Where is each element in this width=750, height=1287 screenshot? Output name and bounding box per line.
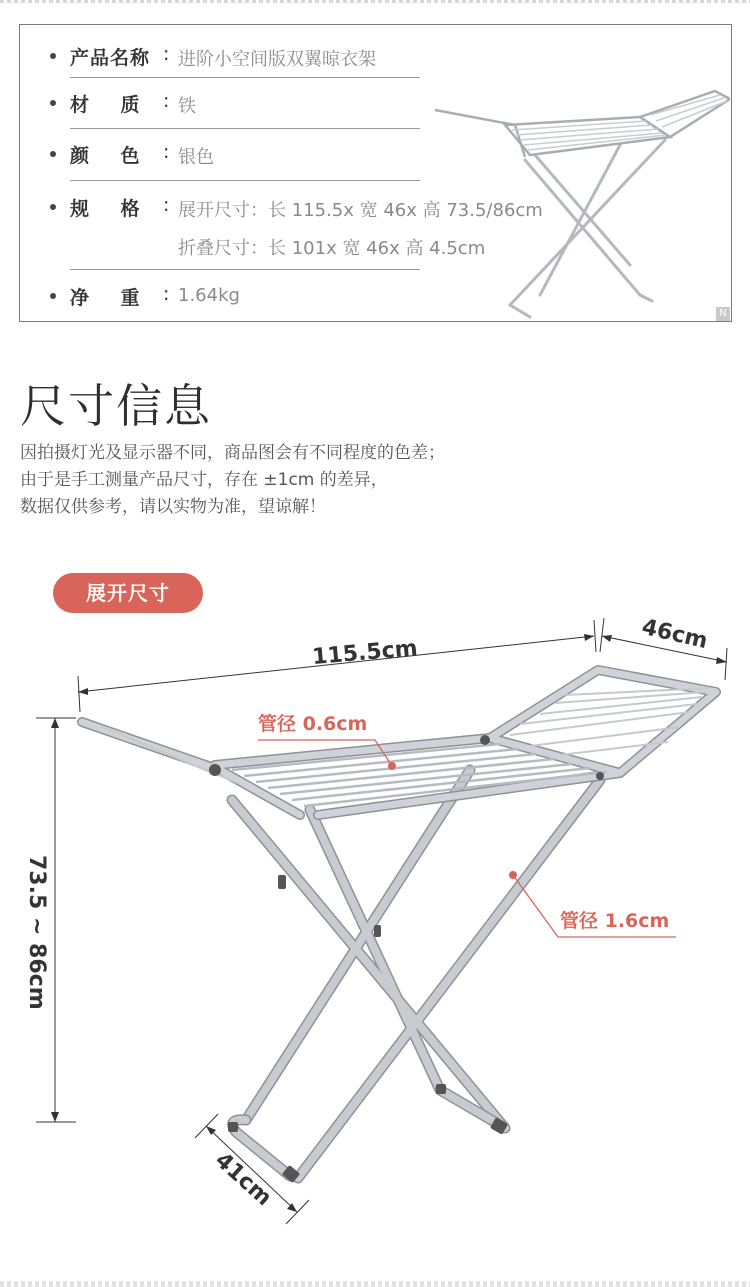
bullet-icon <box>50 204 56 210</box>
spec-value-size-open: 展开尺寸：长 115.5x 宽 46x 高 73.5/86cm <box>178 200 543 221</box>
section-title: 尺寸信息 <box>20 379 212 433</box>
spec-value-color: 银色 <box>178 147 214 168</box>
spec-value-material: 铁 <box>178 96 196 117</box>
spec-divider <box>70 77 420 78</box>
spec-key-name: 产品名称 <box>70 47 151 69</box>
rack-dimension-diagram <box>0 600 750 1260</box>
spec-separator: : <box>163 283 170 305</box>
spec-separator: : <box>163 43 170 65</box>
note-line: 数据仅供参考，请以实物为准，望谅解！ <box>20 497 326 517</box>
pipe-large-label: 管径 1.6cm <box>560 910 670 932</box>
top-dashed-border <box>0 0 750 3</box>
watermark-badge: N <box>716 307 730 321</box>
bullet-icon <box>50 53 56 59</box>
spec-key-color: 颜 色 <box>70 145 141 167</box>
height-label: 73.5 ~ 86cm <box>24 855 49 1010</box>
bullet-icon <box>50 293 56 299</box>
spec-key-material: 材 质 <box>70 94 141 116</box>
foot-label: 41cm <box>209 1147 277 1212</box>
bullet-icon <box>50 151 56 157</box>
spec-divider <box>70 180 420 181</box>
bullet-icon <box>50 100 56 106</box>
pipe-small-label: 管径 0.6cm <box>258 713 368 735</box>
rack-thumbnail-image <box>430 55 730 325</box>
spec-separator: : <box>163 194 170 216</box>
spec-divider <box>70 128 420 129</box>
note-line: 因拍摄灯光及显示器不同，商品图会有不同程度的色差； <box>20 443 445 463</box>
width-label: 46cm <box>639 614 710 655</box>
spec-value-name: 进阶小空间版双翼晾衣架 <box>178 49 376 70</box>
bottom-dashed-border <box>0 1281 750 1287</box>
spec-key-size: 规 格 <box>70 198 141 220</box>
spec-separator: : <box>163 141 170 163</box>
length-label: 115.5cm <box>311 636 419 671</box>
expanded-size-tag: 展开尺寸 <box>53 573 203 613</box>
spec-value-size-folded: 折叠尺寸：长 101x 宽 46x 高 4.5cm <box>178 238 486 259</box>
spec-key-weight: 净 重 <box>70 287 141 309</box>
spec-separator: : <box>163 90 170 112</box>
spec-value-weight: 1.64kg <box>178 285 240 306</box>
spec-box <box>19 24 732 322</box>
note-line: 由于是手工测量产品尺寸，存在 ±1cm 的差异， <box>20 470 388 490</box>
spec-divider <box>70 269 420 270</box>
disclaimer-notes <box>20 440 445 521</box>
